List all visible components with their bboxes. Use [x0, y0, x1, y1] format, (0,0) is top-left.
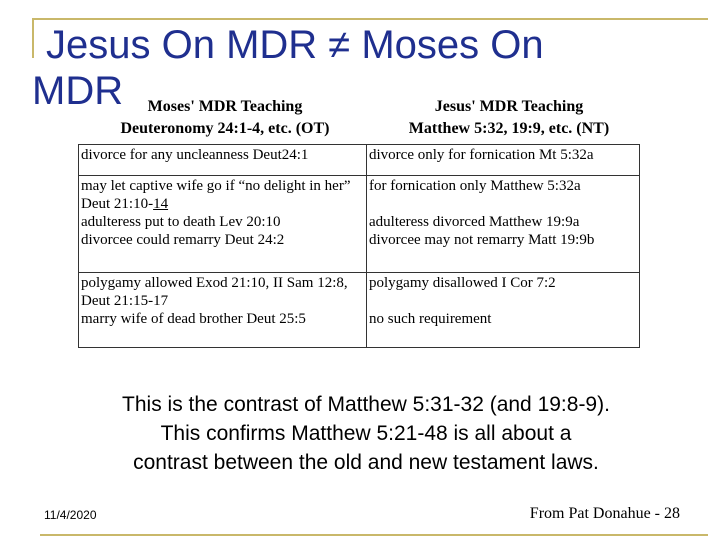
jesus-teaching-text: divorcee may not remarry Matt 19:9b — [369, 232, 595, 248]
table-row — [79, 145, 640, 176]
slide-frame-top-border — [32, 18, 708, 20]
moses-teaching-text: polygamy allowed Exod 21:10, II Sam 12:8, Deut 21:15-17 — [81, 275, 348, 309]
jesus-column-subheading: Matthew 5:32, 19:9, etc. (NT) — [408, 120, 610, 137]
table-row — [79, 176, 640, 273]
footer-date: 11/4/2020 — [44, 508, 97, 522]
slide-frame-bottom-border — [40, 534, 708, 536]
jesus-column-heading: Jesus' MDR Teaching — [434, 98, 584, 115]
moses-cell — [79, 273, 367, 348]
comparison-table — [78, 144, 640, 348]
moses-teaching-text: marry wife of dead brother Deut 25:5 — [81, 311, 306, 327]
jesus-teaching-text: polygamy disallowed I Cor 7:2 — [369, 275, 556, 291]
underlined-verse-number: 14 — [153, 196, 169, 212]
jesus-cell — [367, 176, 640, 273]
table-row — [79, 273, 640, 348]
summary-text — [40, 390, 692, 477]
jesus-column-header — [366, 96, 652, 140]
summary-line: This confirms Matthew 5:21-48 is all about a — [160, 422, 572, 445]
footer-credit: From Pat Donahue - 28 — [529, 505, 680, 522]
jesus-teaching-text: no such requirement — [369, 311, 492, 327]
captive-wife-text: may let captive wife go if “no delight in her” Deut 21:10- — [81, 178, 351, 212]
slide-frame-left-border — [32, 18, 34, 58]
moses-teaching-text: adulteress put to death Lev 20:10 — [81, 214, 281, 230]
moses-teaching-text: divorce for any uncleanness Deut24:1 — [81, 147, 309, 163]
slide-title-line2: MDR — [32, 69, 124, 113]
jesus-teaching-text: divorce only for fornication Mt 5:32a — [369, 147, 594, 163]
moses-teaching-text: divorcee could remarry Deut 24:2 — [81, 232, 285, 248]
moses-cell — [79, 176, 367, 273]
moses-cell — [79, 145, 367, 176]
jesus-cell — [367, 273, 640, 348]
moses-teaching-text — [81, 177, 364, 213]
moses-column-header — [86, 96, 364, 140]
summary-line: contrast between the old and new testament laws. — [133, 451, 599, 474]
summary-line: This is the contrast of Matthew 5:31-32 (and 19:8-9). — [122, 393, 610, 416]
jesus-teaching-text: adulteress divorced Matthew 19:9a — [369, 214, 580, 230]
moses-column-heading: Moses' MDR Teaching — [147, 98, 303, 115]
moses-column-subheading: Deuteronomy 24:1-4, etc. (OT) — [120, 120, 330, 137]
jesus-cell — [367, 145, 640, 176]
slide-title-line1: Jesus On MDR ≠ Moses On — [46, 23, 544, 67]
jesus-teaching-text: for fornication only Matthew 5:32a — [369, 178, 581, 194]
